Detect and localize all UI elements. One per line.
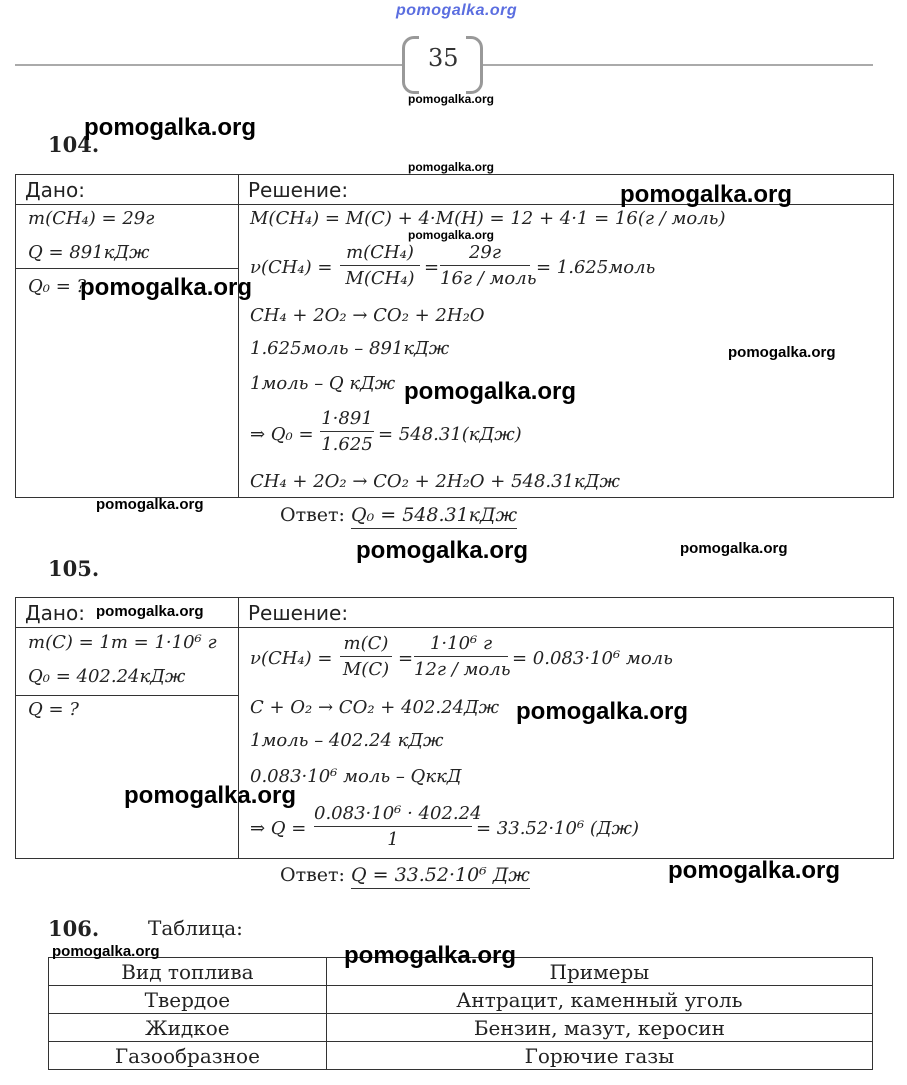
unknown-q: Q = ? <box>28 699 79 720</box>
watermark: pomogalka.org <box>96 603 204 620</box>
numerator: 0.083·10⁶ · 402.24 <box>314 803 482 824</box>
nu-label: ν(CH₄) = <box>250 257 333 278</box>
thermochemical-equation: CH₄ + 2O₂ → CO₂ + 2H₂O + 548.31кДж <box>250 471 620 492</box>
fraction-q <box>314 803 482 850</box>
fraction-values <box>414 633 511 680</box>
watermark: pomogalka.org <box>408 160 495 174</box>
examples-cell: Бензин, мазут, керосин <box>326 1014 872 1042</box>
examples-cell: Горючие газы <box>326 1042 872 1070</box>
watermark: pomogalka.org <box>84 114 257 141</box>
watermark: pomogalka.org <box>728 344 836 361</box>
denominator: 1.625 <box>321 434 373 455</box>
watermark: pomogalka.org <box>344 942 517 969</box>
site-link[interactable]: pomogalka.org <box>396 2 518 19</box>
reaction-equation: C + O₂ → CO₂ + 402.24Дж <box>250 697 500 718</box>
denominator: 1 <box>387 829 399 850</box>
watermark: pomogalka.org <box>124 782 297 809</box>
fraction-mass-over-molar <box>340 633 392 680</box>
task-105-given-rule <box>15 695 239 696</box>
task-104-given-label: Дано: <box>25 178 85 202</box>
page-bracket-left <box>402 36 419 94</box>
task-105-answer <box>280 864 530 886</box>
watermark: pomogalka.org <box>52 943 160 960</box>
q0-result: = 548.31(кДж) <box>378 424 522 445</box>
fraction-bar <box>340 656 392 657</box>
fuel-table <box>48 957 873 1070</box>
answer-label: Ответ: <box>280 864 345 886</box>
page-bracket-right <box>466 36 483 94</box>
numerator: 1·891 <box>321 408 373 429</box>
watermark: pomogalka.org <box>96 496 204 513</box>
nu-label: ν(CH₄) = <box>250 648 333 669</box>
numerator: 29г <box>468 242 501 263</box>
task-105-solution-label: Решение: <box>248 601 349 625</box>
fraction-bar <box>320 431 374 432</box>
column-header: Примеры <box>326 958 872 986</box>
watermark: pomogalka.org <box>516 698 689 725</box>
proportion-line-2: 0.083·10⁶ моль – QккД <box>250 766 462 787</box>
task-105-given-label: Дано: <box>25 601 85 625</box>
q-label: ⇒ Q = <box>250 818 307 839</box>
watermark: pomogalka.org <box>80 274 253 301</box>
given-heat: Q = 891кДж <box>28 242 150 263</box>
task-104-number: 104. <box>48 132 100 157</box>
unknown-q0: Q₀ = ? <box>28 276 87 297</box>
task-105-header-rule <box>15 627 894 628</box>
q0-label: ⇒ Q₀ = <box>250 424 314 445</box>
denominator: 16г / моль <box>440 268 537 289</box>
molar-mass-line: M(CH₄) = M(C) + 4·M(H) = 12 + 4·1 = 16(г / моль) <box>250 208 726 229</box>
fuel-type-cell: Газообразное <box>49 1042 327 1070</box>
equals-sign: = <box>398 648 414 669</box>
equals-sign: = <box>424 257 440 278</box>
nu-result: = 1.625моль <box>536 257 656 278</box>
task-104-given-rule <box>15 268 239 269</box>
numerator: m(C) <box>343 633 389 654</box>
column-header: Вид топлива <box>49 958 327 986</box>
answer-value: Q = 33.52·10⁶ Дж <box>351 864 530 889</box>
task-106-title: Таблица: <box>148 916 243 940</box>
denominator: M(CH₄) <box>345 268 415 289</box>
watermark: pomogalka.org <box>408 92 495 106</box>
table-row <box>49 986 873 1014</box>
reaction-equation: CH₄ + 2O₂ → CO₂ + 2H₂O <box>250 305 485 326</box>
given-mass: m(CH₄) = 29г <box>28 208 155 229</box>
task-106-number: 106. <box>48 916 100 941</box>
denominator: 12г / моль <box>414 659 511 680</box>
fraction-q0 <box>320 408 374 455</box>
fraction-bar <box>414 656 508 657</box>
watermark: pomogalka.org <box>680 540 788 557</box>
fraction-mass-over-molar <box>340 242 420 289</box>
table-row <box>49 1042 873 1070</box>
watermark: pomogalka.org <box>404 378 577 405</box>
answer-value: Q₀ = 548.31кДж <box>351 504 517 529</box>
fuel-type-cell: Твердое <box>49 986 327 1014</box>
proportion-line-2: 1моль – Q кДж <box>250 373 396 394</box>
fraction-bar <box>440 265 530 266</box>
given-heat-q0: Q₀ = 402.24кДж <box>28 666 186 687</box>
task-105-number: 105. <box>48 556 100 581</box>
task-104-solution-label: Решение: <box>248 178 349 202</box>
fraction-bar <box>340 265 420 266</box>
table-row <box>49 1014 873 1042</box>
numerator: m(CH₄) <box>346 242 414 263</box>
answer-label: Ответ: <box>280 504 345 526</box>
watermark: pomogalka.org <box>668 857 841 884</box>
denominator: M(C) <box>342 659 390 680</box>
watermark: pomogalka.org <box>356 537 529 564</box>
fuel-type-cell: Жидкое <box>49 1014 327 1042</box>
watermark: pomogalka.org <box>408 228 495 242</box>
proportion-line-1: 1.625моль – 891кДж <box>250 338 450 359</box>
proportion-line-1: 1моль – 402.24 кДж <box>250 730 444 751</box>
page-number: 35 <box>428 44 459 72</box>
numerator: 1·10⁶ г <box>429 633 493 654</box>
fraction-values <box>440 242 537 289</box>
examples-cell: Антрацит, каменный уголь <box>326 986 872 1014</box>
task-104-answer <box>280 504 517 526</box>
watermark: pomogalka.org <box>620 181 793 208</box>
nu-result: = 0.083·10⁶ моль <box>512 648 673 669</box>
given-carbon-mass: m(C) = 1т = 1·10⁶ г <box>28 632 217 653</box>
q-result: = 33.52·10⁶ (Дж) <box>476 818 640 839</box>
fraction-bar <box>314 826 472 827</box>
